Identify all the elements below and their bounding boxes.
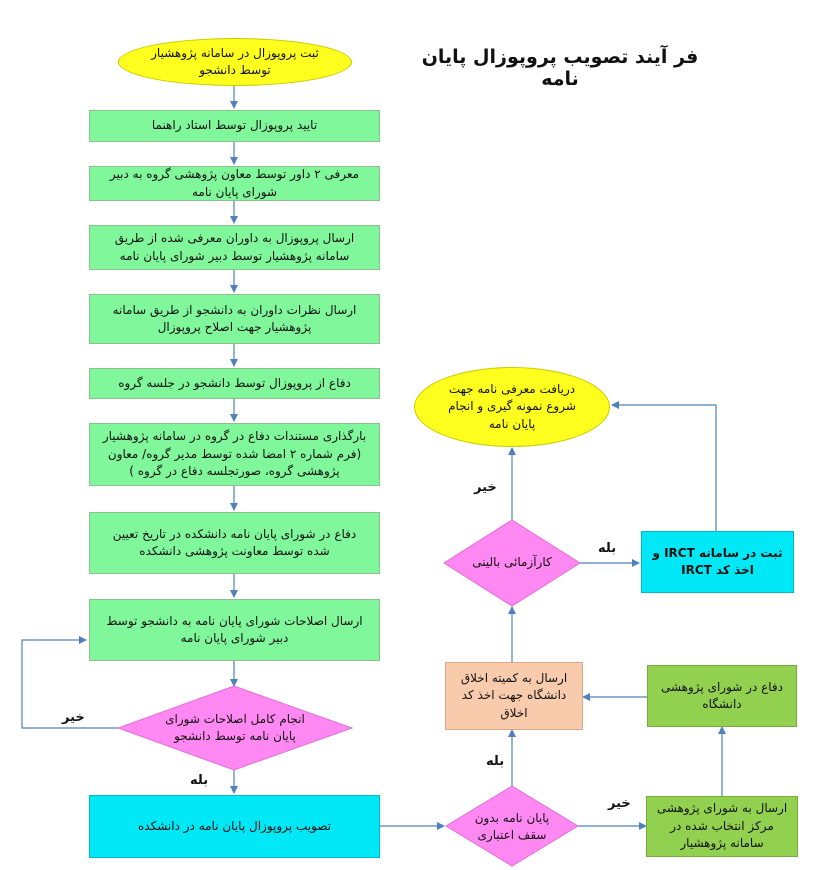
decision-unlimited-label: پایان نامه بدون سقف اعتباری: [474, 810, 550, 842]
send-uni-council-box: ارسال به شورای پژوهشی مرکز انتخاب شده در سامانه پژوهشیار: [646, 796, 798, 857]
approve-proposal-box: تصویب پروپوزال پایان نامه در دانشکده: [89, 795, 380, 858]
irct-box: ثبت در سامانه IRCT و اخذ کد IRCT: [641, 531, 794, 593]
ethics-committee-box: ارسال به کمیته اخلاق دانشگاه جهت اخذ کد اخلاق: [445, 662, 583, 730]
end-node: دریافت معرفی نامه جهت شروع نمونه گیری و انجام پایان نامه: [414, 367, 610, 447]
send-corrections-box: ارسال اصلاحات شورای پایان نامه به دانشجو توسط دبیر شورای پایان نامه: [89, 599, 380, 661]
upload-documents-box: بارگذاری مستندات دفاع در گروه در سامانه پژوهشیار (فرم شماره ۲ امضا شده توسط مدیر گروه/ معاون پژوهشی گروه، صورتجلسه دفاع در گروه ): [89, 423, 380, 486]
label-yes-corrections: بله: [190, 773, 209, 788]
send-comments-box: ارسال نظرات داوران به دانشجو از طریق سامانه پژوهشیار جهت اصلاح پروپوزال: [89, 294, 380, 344]
decision-clinical-label: کارآزمائی بالینی: [472, 555, 552, 570]
advisor-approval-box: تایید پروپوزال توسط استاد راهنما: [89, 110, 380, 142]
introduce-reviewers-box: معرفی ۲ داور توسط معاون پژوهشی گروه به دبیر شورای پایان نامه: [89, 166, 380, 201]
decision-corrections-label: انجام کامل اصلاحات شورای پایان نامه توسط دانشجو: [165, 711, 305, 743]
arrow-irct-end: [612, 405, 716, 531]
faculty-defense-box: دفاع در شورای پایان نامه دانشکده در تاریخ تعیین شده توسط معاونت پژوهشی دانشکده: [89, 512, 380, 574]
group-defense-box: دفاع از پروپوزال توسط دانشجو در جلسه گروه: [89, 368, 380, 399]
label-no-clinical: خیر: [474, 480, 497, 495]
label-no-corrections: خیر: [62, 710, 85, 725]
send-to-reviewers-box: ارسال پروپوزال به داوران معرفی شده از طریق سامانه پژوهشیار توسط دبیر شورای پایان نامه: [89, 225, 380, 270]
uni-defense-box: دفاع در شورای پژوهشی دانشگاه: [647, 665, 797, 727]
label-yes-clinical: بله: [598, 541, 617, 556]
label-yes-unlimited: بله: [486, 754, 505, 769]
start-node: ثبت پروپوزال در سامانه پژوهشیار توسط دانشجو: [118, 38, 352, 86]
label-no-unlimited: خیر: [608, 796, 631, 811]
diagram-title: فر آیند تصویب پروپوزال پایان نامه: [421, 46, 699, 90]
